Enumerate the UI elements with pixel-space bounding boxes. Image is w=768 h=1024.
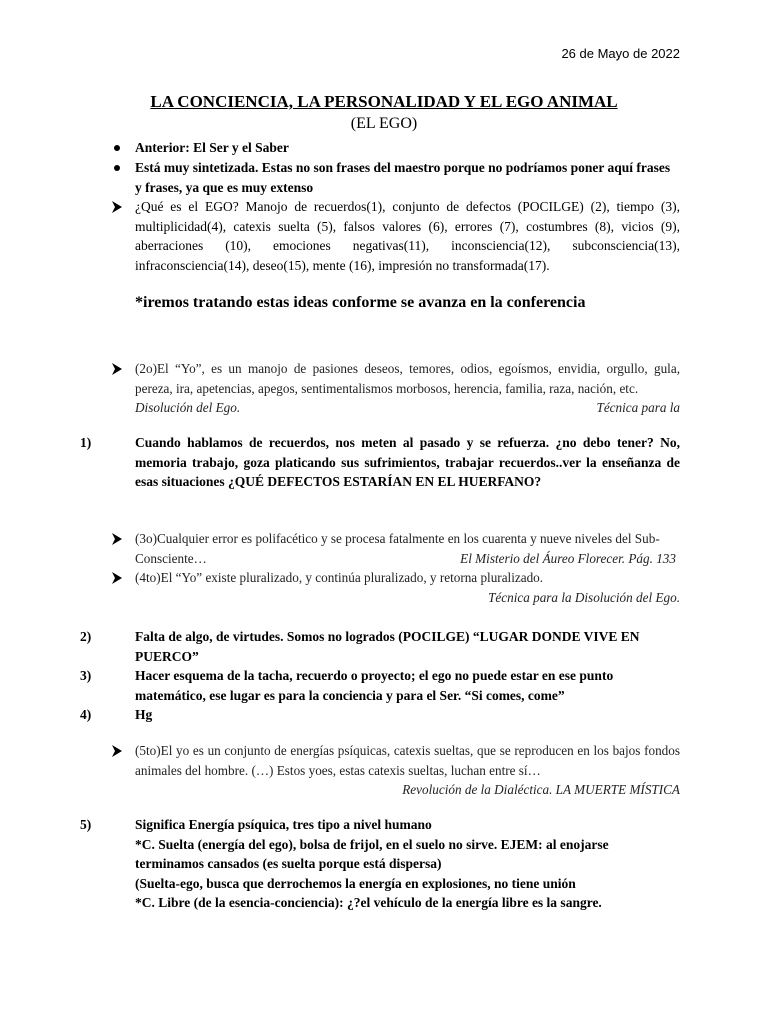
bullet-dot-icon	[114, 165, 120, 171]
conference-note: *iremos tratando estas ideas conforme se avanza en la conferencia	[135, 294, 586, 311]
numbered-item: 2) Falta de algo, de virtudes. Somos no logrados (POCILGE) “LUGAR DONDE VIVE EN PUERCO”	[80, 629, 640, 664]
numbered-item: 5) Significa Energía psíquica, tres tipo a nivel humano *C. Suelta (energía del ego), bolsa de frijol, en el suelo no sirve. EJEM: al enojarse terminamos cansados (es suelta porque está dispersa) (Suelta-ego, busca que derrochemos la energía en explosiones, no tiene unión *C. Libre (de la esencia-conciencia): ¿?el vehículo de la energía libre es la sangre.	[80, 817, 609, 910]
arrow-item: ¿Qué es el EGO? Manojo de recuerdos(1), conjunto de defectos (POCILGE) (2), tiempo (3), multiplicidad(4), catexis suelta (5), falsos valores (6), errores (7), costumbres (8), vicios (9), aberraciones (10), emociones negativas(11), inconsciencia(12), subconsciencia(13), infraconsciencia(14), deseo(15), mente (16), impresión no transformada(17).	[108, 197, 680, 275]
arrow-item: (3o)Cualquier error es polifacético y se procesa fatalmente en los cuarenta y nueve niveles del Sub-Consciente… El Misterio del Áureo Florecer. Pág. 133	[108, 529, 680, 568]
arrow-item: (5to)El yo es un conjunto de energías psíquicas, catexis sueltas, que se reproducen en los bajos fondos animales del hombre. (…) Estos yoes, estas catexis sueltas, luchan entre sí… Revolución de la Dialéctica. LA MUERTE MÍSTICA	[108, 741, 680, 800]
document-date: 26 de Mayo de 2022	[561, 46, 680, 61]
numbered-item: 1) Cuando hablamos de recuerdos, nos meten al pasado y se refuerza. ¿no debo tener? No, memoria trabajo, goza platicando sus sufrimientos, trabajar recuerdos..ver la enseñanza de esas situaciones ¿QUÉ DEFECTOS ESTARÍAN EN EL HUERFANO?	[80, 435, 680, 489]
arrow-item: (2o)El “Yo”, es un manojo de pasiones deseos, temores, odios, egoísmos, envidia, orgullo, gula, pereza, ira, apetencias, apegos, sentimentalismos morbosos, herencia, familia, raza, nación, etc. Técnica para la Disolución del Ego.	[108, 359, 680, 418]
numbered-item: 4) Hg	[80, 707, 153, 722]
arrow-item: (4to)El “Yo” existe pluralizado, y continúa pluralizado, y retorna pluralizado. Técnica para la Disolución del Ego.	[108, 568, 680, 607]
numbered-item: 3) Hacer esquema de la tacha, recuerdo o proyecto; el ego no puede estar en ese punto matemático, ese lugar es para la conciencia y para el Ser. “Si comes, come”	[80, 668, 614, 703]
document-title: LA CONCIENCIA, LA PERSONALIDAD Y EL EGO ANIMAL	[150, 92, 618, 111]
bullet-item: Está muy sintetizada. Estas no son frases del maestro porque no podríamos poner aquí frases y frases, ya que es muy extenso	[108, 158, 680, 197]
bullet-dot-icon	[114, 145, 120, 151]
document-subtitle: (EL EGO)	[350, 115, 418, 132]
bullet-item: Anterior: El Ser y el Saber	[108, 138, 680, 158]
